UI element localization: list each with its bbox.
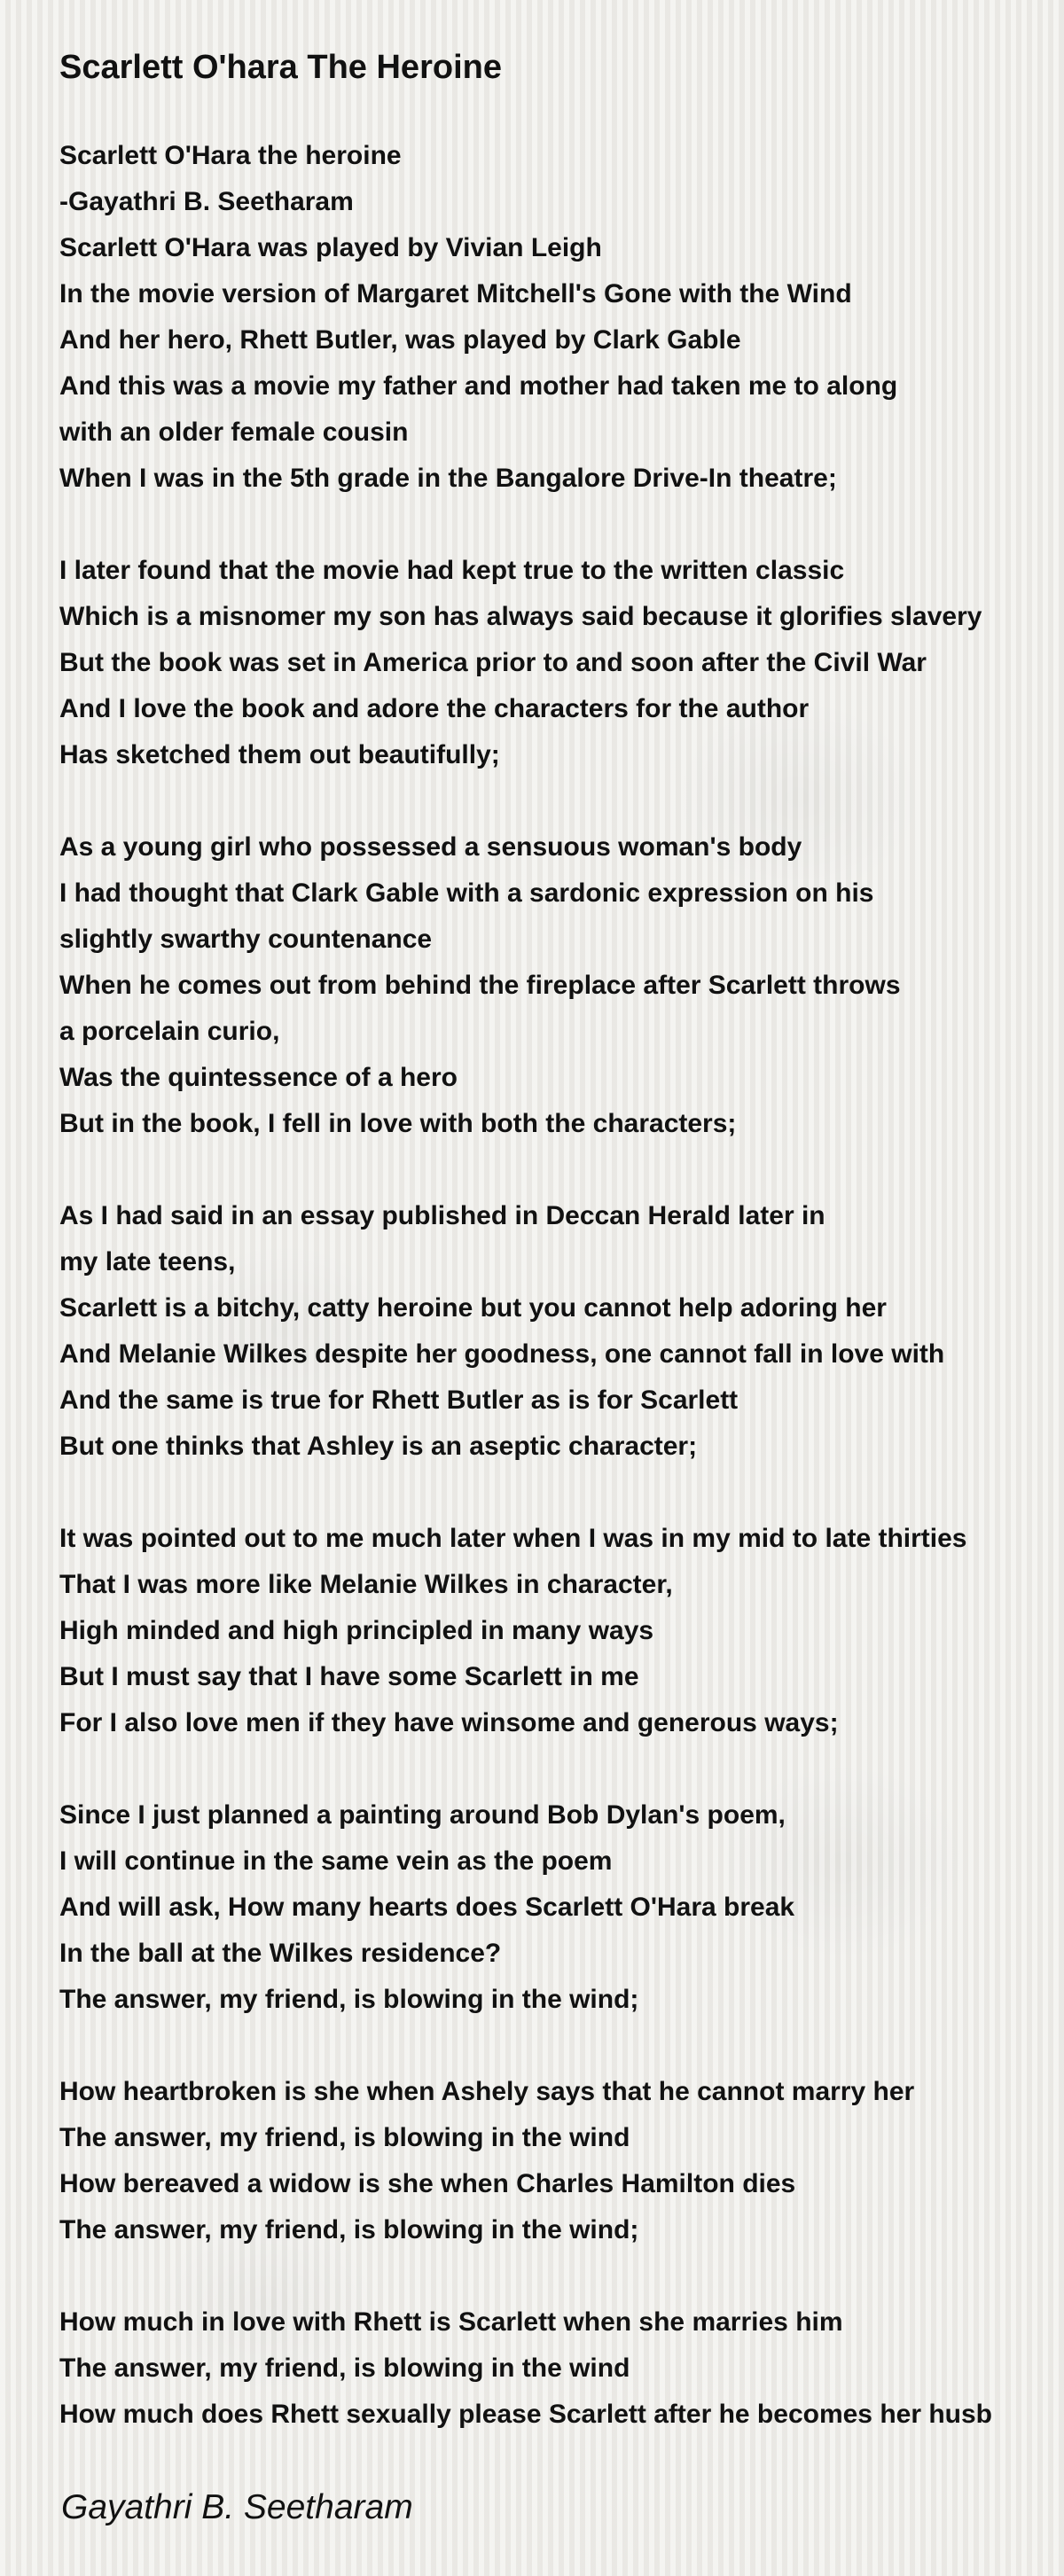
- poem-line: Scarlett O'Hara was played by Vivian Leigh: [59, 233, 602, 262]
- poem-line: And I love the book and adore the characters for the author: [59, 694, 810, 723]
- stanza: [59, 1792, 1064, 2023]
- stanza: [59, 2069, 1064, 2253]
- poem-line: my late teens,: [59, 1247, 236, 1276]
- poem-line: How heartbroken is she when Ashely says that he cannot marry her: [59, 2077, 915, 2106]
- poem-line: I had thought that Clark Gable with a sardonic expression on his: [59, 878, 874, 908]
- poem-line: When he comes out from behind the fireplace after Scarlett throws: [59, 971, 901, 1000]
- poem-line: And will ask, How many hearts does Scarlett O'Hara break: [59, 1893, 795, 1922]
- poem-line: It was pointed out to me much later when I was in my mid to late thirties: [59, 1524, 967, 1553]
- stanza-break: [59, 1147, 1064, 1193]
- poem-line: And this was a movie my father and mother had taken me to along: [59, 371, 898, 401]
- poem-line: That I was more like Melanie Wilkes in character,: [59, 1570, 673, 1599]
- poem-line: a porcelain curio,: [59, 1017, 280, 1046]
- poem-body: [59, 133, 1064, 2438]
- poem-line: As I had said in an essay published in Deccan Herald later in: [59, 1201, 825, 1230]
- poem-line: The answer, my friend, is blowing in the wind: [59, 2123, 630, 2152]
- poem-line: with an older female cousin: [59, 418, 409, 447]
- poem-line: In the movie version of Margaret Mitchell's Gone with the Wind: [59, 279, 852, 308]
- poem-line: -Gayathri B. Seetharam: [59, 187, 354, 216]
- poem-line: Scarlett is a bitchy, catty heroine but you cannot help adoring her: [59, 1293, 887, 1323]
- stanza: [59, 1516, 1064, 1746]
- poem-line: For I also love men if they have winsome and generous ways;: [59, 1708, 839, 1737]
- poem-line: The answer, my friend, is blowing in the wind;: [59, 1985, 639, 2014]
- stanza: [59, 133, 1064, 502]
- poem-line: But I must say that I have some Scarlett in me: [59, 1662, 639, 1691]
- stanza-break: [59, 2253, 1064, 2299]
- stanza-break: [59, 1746, 1064, 1792]
- poem-line: Has sketched them out beautifully;: [59, 740, 500, 769]
- stanza-break: [59, 1470, 1064, 1516]
- poem-line: Since I just planned a painting around Bob Dylan's poem,: [59, 1800, 786, 1830]
- poem-line: But the book was set in America prior to and soon after the Civil War: [59, 648, 927, 677]
- poem-author: Gayathri B. Seetharam: [61, 2488, 413, 2526]
- poem-title: Scarlett O'hara The Heroine: [59, 49, 502, 86]
- poem-line: How bereaved a widow is she when Charles Hamilton dies: [59, 2169, 796, 2198]
- poem-line: Was the quintessence of a hero: [59, 1063, 458, 1092]
- poem-line: But one thinks that Ashley is an aseptic character;: [59, 1432, 698, 1461]
- poem-line: And Melanie Wilkes despite her goodness, one cannot fall in love with: [59, 1339, 945, 1369]
- poem-line: slightly swarthy countenance: [59, 925, 433, 954]
- poem-line: But in the book, I fell in love with both the characters;: [59, 1109, 737, 1138]
- poem-line: How much in love with Rhett is Scarlett when she marries him: [59, 2307, 843, 2337]
- poem-line: I later found that the movie had kept true to the written classic: [59, 556, 845, 585]
- stanza: [59, 824, 1064, 1147]
- poem-line: High minded and high principled in many ways: [59, 1616, 654, 1645]
- stanza-break: [59, 502, 1064, 548]
- poem-line: I will continue in the same vein as the poem: [59, 1846, 613, 1876]
- poem-line: When I was in the 5th grade in the Bangalore Drive-In theatre;: [59, 464, 837, 493]
- poem-line: And her hero, Rhett Butler, was played by Clark Gable: [59, 325, 741, 355]
- poem-line: The answer, my friend, is blowing in the wind: [59, 2354, 630, 2383]
- stanza: [59, 2299, 1064, 2438]
- poem-line: In the ball at the Wilkes residence?: [59, 1939, 502, 1968]
- poem-line: Scarlett O'Hara the heroine: [59, 141, 402, 170]
- poem-line: The answer, my friend, is blowing in the wind;: [59, 2215, 639, 2244]
- poem-line: Which is a misnomer my son has always said because it glorifies slavery: [59, 602, 982, 631]
- stanza: [59, 1193, 1064, 1470]
- poem-line: As a young girl who possessed a sensuous woman's body: [59, 832, 802, 862]
- poem-line: And the same is true for Rhett Butler as is for Scarlett: [59, 1386, 739, 1415]
- stanza-break: [59, 2023, 1064, 2069]
- stanza-break: [59, 778, 1064, 824]
- poem-line: How much does Rhett sexually please Scarlett after he becomes her husb: [59, 2400, 993, 2429]
- stanza: [59, 548, 1064, 778]
